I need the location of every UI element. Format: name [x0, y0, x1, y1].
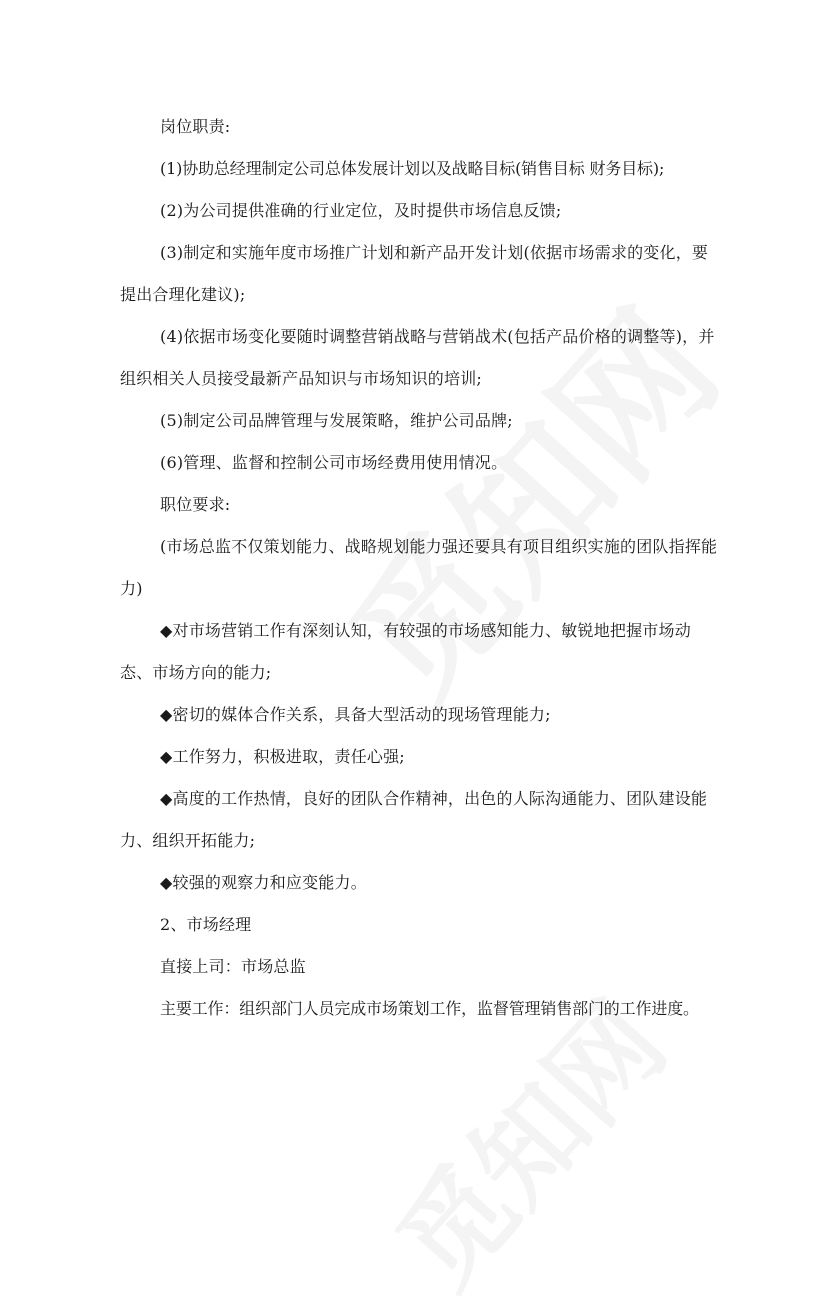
paragraph-duty-5: (5)制定公司品牌管理与发展策略，维护公司品牌; [160, 411, 513, 430]
document-body [120, 106, 720, 1030]
paragraph-requirements-summary: (市场总监不仅策划能力、战略规划能力强还要具有项目组织实施的团队指挥能力) [120, 537, 718, 598]
paragraph-requirement-5: ◆较强的观察力和应变能力。 [160, 873, 367, 892]
paragraph-section-heading-duties: 岗位职责: [160, 117, 231, 136]
paragraph-section-heading-requirements: 职位要求: [160, 495, 231, 514]
paragraph-duty-1: (1)协助总经理制定公司总体发展计划以及战略目标(销售目标 财务目标); [160, 159, 665, 178]
paragraph-duty-2: (2)为公司提供准确的行业定位，及时提供市场信息反馈; [160, 201, 562, 220]
paragraph-main-work: 主要工作：组织部门人员完成市场策划工作，监督管理销售部门的工作进度。 [160, 999, 699, 1018]
paragraph-section-heading-market-manager: 2、市场经理 [160, 915, 252, 934]
paragraph-requirement-2: ◆密切的媒体合作关系，具备大型活动的现场管理能力; [160, 705, 551, 724]
paragraph-requirement-4: ◆高度的工作热情，良好的团队合作精神，出色的人际沟通能力、团队建设能力、组织开拓能力; [120, 789, 708, 850]
paragraph-duty-3: (3)制定和实施年度市场推广计划和新产品开发计划(依据市场需求的变化，要提出合理化建议); [120, 243, 709, 304]
paragraph-requirement-1: ◆对市场营销工作有深刻认知，有较强的市场感知能力、敏锐地把握市场动态、市场方向的能力; [120, 621, 691, 682]
paragraph-requirement-3: ◆工作努力，积极进取，责任心强; [160, 747, 405, 766]
paragraph-duty-6: (6)管理、监督和控制公司市场经费用使用情况。 [160, 453, 508, 472]
paragraph-direct-supervisor: 直接上司：市场总监 [160, 957, 306, 976]
paragraph-duty-4: (4)依据市场变化要随时调整营销战略与营销战术(包括产品价格的调整等)，并组织相关人员接受最新产品知识与市场知识的培训; [120, 327, 715, 388]
